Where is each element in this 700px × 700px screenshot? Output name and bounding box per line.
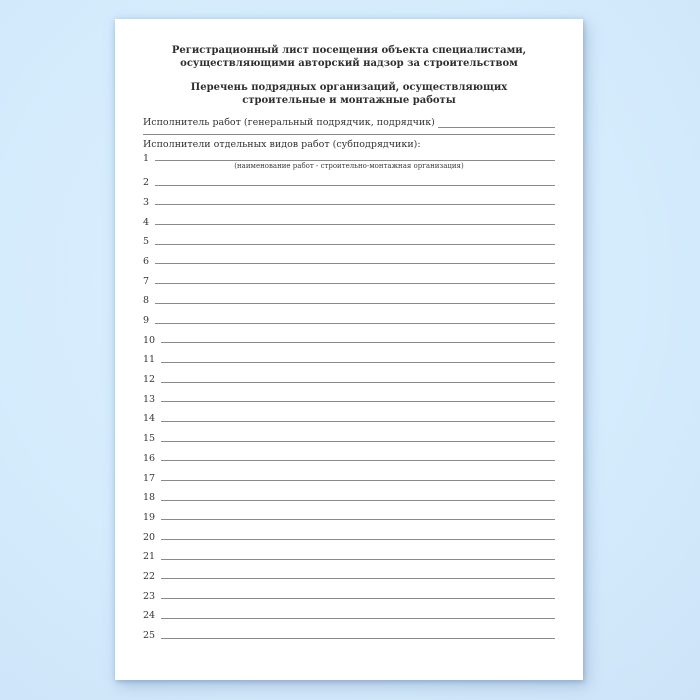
form-line-row [143, 205, 555, 228]
line-number: 17 [143, 472, 156, 484]
line-number: 8 [143, 295, 150, 307]
blank-line [155, 263, 555, 264]
blank-line [161, 421, 555, 422]
blank-line [155, 224, 555, 225]
document-subtitle-line-1: Перечень подрядных организаций, осуществляющих [190, 82, 508, 93]
blank-line [161, 559, 555, 560]
form-line-row [143, 540, 555, 563]
form-line-row [143, 461, 555, 484]
form-line-row [143, 245, 555, 265]
form-line-row [143, 225, 555, 248]
form-line-row [143, 422, 555, 445]
blank-line [155, 323, 555, 324]
executor-row [143, 116, 555, 128]
line-number: 25 [143, 630, 156, 641]
line-number: 22 [143, 570, 156, 582]
line-number: 20 [143, 531, 156, 543]
document-title-line-1: Регистрационный лист посещения объекта специалистами, [171, 45, 527, 56]
document-page [115, 19, 583, 680]
form-line-row [143, 402, 555, 425]
line-number: 11 [143, 354, 156, 366]
form-line-row [143, 363, 555, 386]
form-line-row [143, 186, 555, 206]
blank-line [155, 244, 555, 245]
blank-line [161, 539, 555, 540]
form-line-row [143, 599, 555, 622]
blank-line [155, 185, 555, 186]
blank-line [161, 362, 555, 363]
blank-line [155, 303, 555, 304]
blank-line [161, 460, 555, 461]
line-number: 1 [143, 152, 150, 164]
line-1-caption: (наименование работ - строительно-монтажная организация) [234, 162, 464, 170]
subcontractors-label: Исполнители отдельных видов работ (субподрядчики): [143, 139, 421, 150]
form-line-row [143, 324, 555, 344]
blank-line [155, 204, 555, 205]
document-title [143, 44, 555, 70]
line-number: 5 [143, 236, 150, 248]
line-number: 7 [143, 275, 150, 287]
form-line-row [143, 501, 555, 521]
line-number: 21 [143, 551, 156, 563]
blank-line [155, 283, 555, 284]
form-line-row [143, 304, 555, 324]
form-line-row [143, 579, 555, 602]
form-line-row [143, 520, 555, 543]
line-number: 19 [143, 511, 156, 523]
blank-line [161, 401, 555, 402]
line-number: 14 [143, 413, 156, 425]
blank-line [161, 480, 555, 481]
line-number: 9 [143, 315, 150, 326]
blank-line [161, 618, 555, 619]
line-number: 24 [143, 610, 156, 622]
line-number: 3 [143, 196, 150, 208]
form-line-row [143, 481, 555, 504]
line-number: 18 [143, 492, 156, 504]
numbered-lines [143, 166, 555, 639]
line-number: 2 [143, 177, 150, 189]
line-number: 13 [143, 393, 156, 405]
form-line-row [143, 442, 555, 462]
form-line-row [143, 619, 555, 639]
blank-line [161, 598, 555, 599]
form-line-row [143, 383, 555, 403]
form-line-row [143, 343, 555, 366]
blank-line [161, 500, 555, 501]
line-number: 16 [143, 452, 156, 464]
blank-line [161, 578, 555, 579]
document-subtitle [143, 81, 555, 107]
blank-line [161, 638, 555, 639]
form-line-row [143, 560, 555, 580]
document-title-line-2: осуществляющими авторский надзор за строительством [180, 58, 518, 69]
line-number: 4 [143, 216, 150, 228]
executor-blank-line [438, 127, 555, 128]
form-line-row [143, 284, 555, 307]
executor-label: Исполнитель работ (генеральный подрядчик, подрядчик) [143, 117, 435, 128]
form-line-row-1 [143, 151, 555, 164]
blank-line [161, 441, 555, 442]
form-line-row [143, 264, 555, 287]
blank-line [161, 342, 555, 343]
blank-line [155, 160, 555, 161]
line-number: 12 [143, 374, 156, 386]
line-number: 15 [143, 433, 156, 445]
blank-line [161, 519, 555, 520]
blank-line [161, 382, 555, 383]
line-number: 23 [143, 590, 156, 602]
line-number: 10 [143, 334, 156, 346]
document-subtitle-line-2: строительные и монтажные работы [242, 95, 456, 106]
line-number: 6 [143, 255, 150, 267]
executor-blank-line-2 [143, 134, 555, 135]
